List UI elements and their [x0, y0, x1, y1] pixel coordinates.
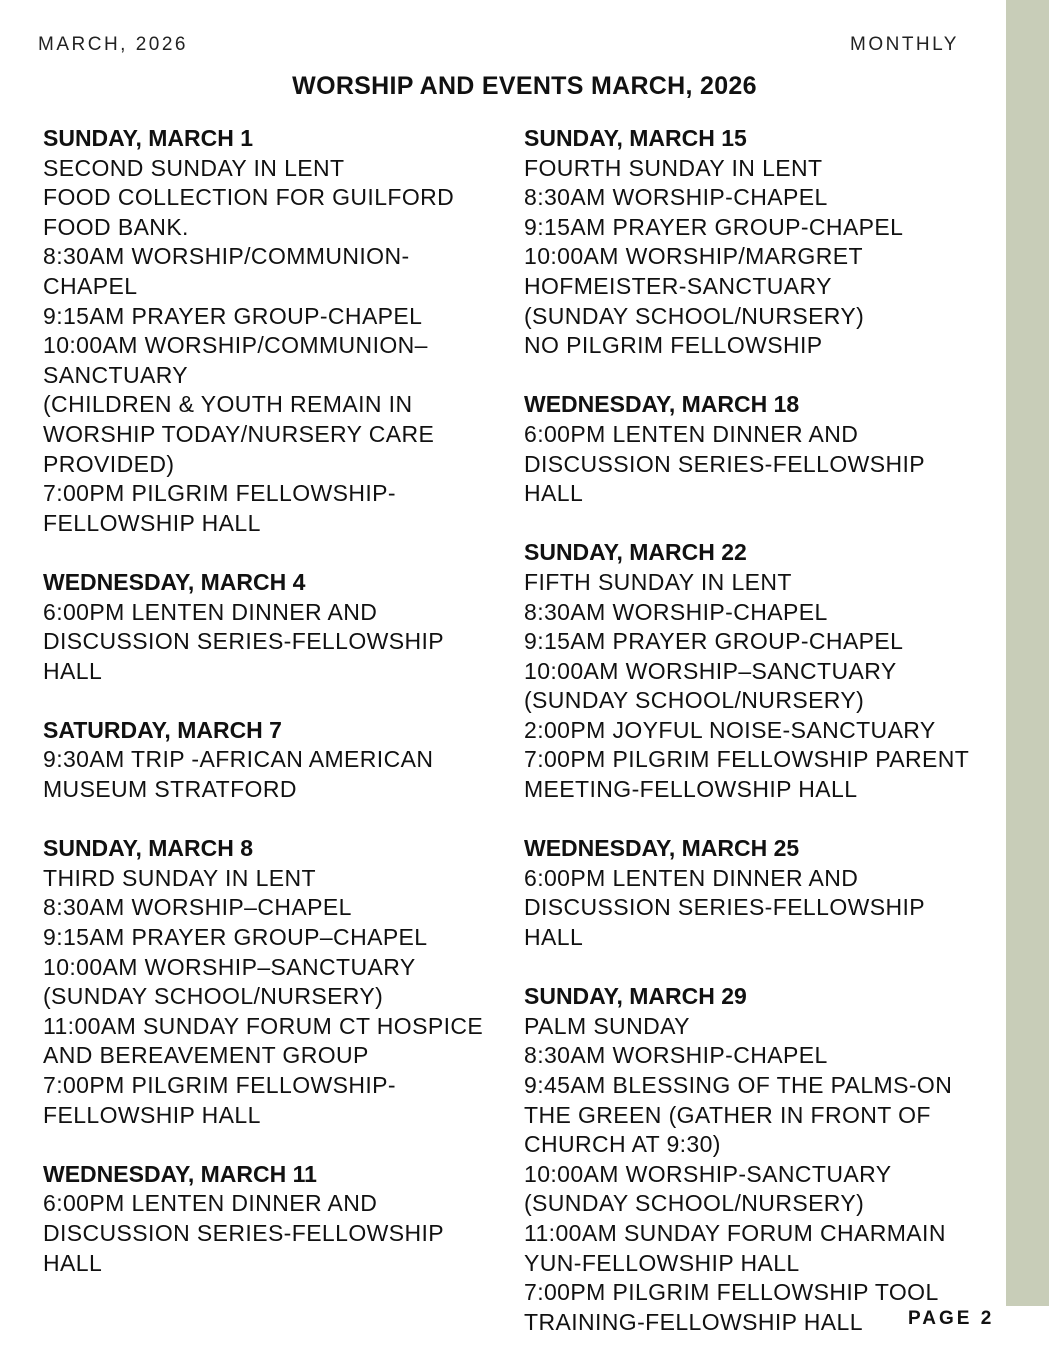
event-day-heading: WEDNESDAY, MARCH 18 [524, 391, 800, 418]
event-line: HALL [524, 924, 584, 951]
event-line: NO PILGRIM FELLOWSHIP [524, 332, 823, 359]
event-line: TRAINING-FELLOWSHIP HALL [524, 1308, 863, 1335]
event-line: (SUNDAY SCHOOL/NURSERY) [524, 687, 865, 714]
event-line: 10:00AM WORSHIP/MARGRET [524, 243, 863, 270]
event-line: SECOND SUNDAY IN LENT [43, 154, 345, 181]
event-line: 6:00PM LENTEN DINNER AND [43, 1190, 378, 1217]
event-line: YUN-FELLOWSHIP HALL [524, 1249, 800, 1276]
event-line: 10:00AM WORSHIP-SANCTUARY [524, 1160, 892, 1187]
event-line: DISCUSSION SERIES-FELLOWSHIP [43, 628, 444, 655]
event-line: 10:00AM WORSHIP/COMMUNION– [43, 332, 428, 359]
event-block [43, 834, 513, 1130]
event-line: MEETING-FELLOWSHIP HALL [524, 776, 858, 803]
event-line: 6:00PM LENTEN DINNER AND [43, 598, 378, 625]
event-line: 8:30AM WORSHIP-CHAPEL [524, 184, 828, 211]
event-line: 8:30AM WORSHIP-CHAPEL [524, 598, 828, 625]
event-block [524, 982, 999, 1337]
event-block [524, 834, 999, 952]
event-line: (CHILDREN & YOUTH REMAIN IN [43, 391, 413, 418]
right-column [524, 124, 999, 1367]
event-day-heading: SATURDAY, MARCH 7 [43, 716, 282, 743]
page-title: WORSHIP AND EVENTS MARCH, 2026 [292, 72, 757, 100]
event-line: (SUNDAY SCHOOL/NURSERY) [524, 302, 865, 329]
event-line: 8:30AM WORSHIP/COMMUNION- [43, 243, 410, 270]
event-block [43, 568, 513, 686]
event-line: DISCUSSION SERIES-FELLOWSHIP [524, 894, 925, 921]
event-line: FIFTH SUNDAY IN LENT [524, 568, 792, 595]
event-block [43, 1160, 513, 1278]
event-day-heading: WEDNESDAY, MARCH 25 [524, 835, 800, 862]
left-column [43, 124, 513, 1308]
event-line: 9:30AM TRIP -AFRICAN AMERICAN [43, 746, 434, 773]
header-date: MARCH, 2026 [38, 34, 188, 55]
event-line: 9:15AM PRAYER GROUP-CHAPEL [524, 213, 904, 240]
event-day-heading: SUNDAY, MARCH 22 [524, 539, 747, 566]
event-line: THE GREEN (GATHER IN FRONT OF [524, 1101, 931, 1128]
event-line: 11:00AM SUNDAY FORUM CT HOSPICE [43, 1012, 484, 1039]
event-line: MUSEUM STRATFORD [43, 776, 297, 803]
event-line: 7:00PM PILGRIM FELLOWSHIP TOOL [524, 1279, 939, 1306]
event-day-heading: WEDNESDAY, MARCH 4 [43, 568, 306, 595]
event-line: 7:00PM PILGRIM FELLOWSHIP- [43, 1072, 396, 1098]
header-frequency: MONTHLY [850, 34, 959, 55]
event-line: 8:30AM WORSHIP-CHAPEL [524, 1042, 828, 1069]
event-day-heading: SUNDAY, MARCH 15 [524, 125, 747, 151]
event-day-heading: SUNDAY, MARCH 8 [43, 835, 254, 862]
event-line: 9:45AM BLESSING OF THE PALMS-ON [524, 1072, 953, 1098]
event-line: AND BEREAVEMENT GROUP [43, 1042, 369, 1069]
event-line: 9:15AM PRAYER GROUP-CHAPEL [43, 302, 423, 329]
event-line: SANCTUARY [43, 361, 189, 388]
event-line: FOOD COLLECTION FOR GUILFORD [43, 184, 455, 211]
event-line: HALL [43, 657, 103, 684]
event-line: THIRD SUNDAY IN LENT [43, 864, 316, 891]
event-line: 2:00PM JOYFUL NOISE-SANCTUARY [524, 716, 936, 743]
event-line: 9:15AM PRAYER GROUP–CHAPEL [43, 924, 428, 951]
event-day-heading: SUNDAY, MARCH 29 [524, 983, 747, 1010]
event-line: HALL [524, 480, 584, 507]
event-line: PROVIDED) [43, 450, 175, 477]
event-line: FOURTH SUNDAY IN LENT [524, 154, 823, 181]
event-line: 7:00PM PILGRIM FELLOWSHIP- [43, 480, 396, 507]
event-day-heading: WEDNESDAY, MARCH 11 [43, 1160, 317, 1187]
event-block [524, 124, 999, 361]
event-line: DISCUSSION SERIES-FELLOWSHIP [43, 1219, 444, 1246]
event-block [524, 538, 999, 804]
event-line: PALM SUNDAY [524, 1012, 690, 1039]
event-line: HALL [43, 1249, 103, 1276]
event-line: CHAPEL [43, 272, 138, 299]
event-line: (SUNDAY SCHOOL/NURSERY) [524, 1190, 865, 1217]
event-day-heading: SUNDAY, MARCH 1 [43, 125, 254, 151]
event-line: FELLOWSHIP HALL [43, 1101, 261, 1128]
event-line: 7:00PM PILGRIM FELLOWSHIP PARENT [524, 746, 970, 773]
event-line: 10:00AM WORSHIP–SANCTUARY [43, 953, 416, 980]
event-line: FOOD BANK. [43, 213, 189, 240]
event-block [43, 124, 513, 538]
event-line: 10:00AM WORSHIP–SANCTUARY [524, 657, 897, 684]
page-number: PAGE 2 [908, 1308, 995, 1329]
event-line: (SUNDAY SCHOOL/NURSERY) [43, 983, 384, 1010]
event-block [43, 716, 513, 805]
event-line: FELLOWSHIP HALL [43, 509, 261, 536]
side-accent-band [1006, 0, 1049, 1306]
event-line: 8:30AM WORSHIP–CHAPEL [43, 894, 352, 921]
event-line: DISCUSSION SERIES-FELLOWSHIP [524, 450, 925, 477]
event-line: 11:00AM SUNDAY FORUM CHARMAIN [524, 1219, 946, 1246]
event-line: HOFMEISTER-SANCTUARY [524, 272, 832, 299]
event-line: 6:00PM LENTEN DINNER AND [524, 420, 859, 447]
event-line: WORSHIP TODAY/NURSERY CARE [43, 420, 435, 447]
event-line: 9:15AM PRAYER GROUP-CHAPEL [524, 628, 904, 655]
event-block [524, 390, 999, 508]
event-line: 6:00PM LENTEN DINNER AND [524, 864, 859, 891]
event-line: CHURCH AT 9:30) [524, 1131, 721, 1158]
